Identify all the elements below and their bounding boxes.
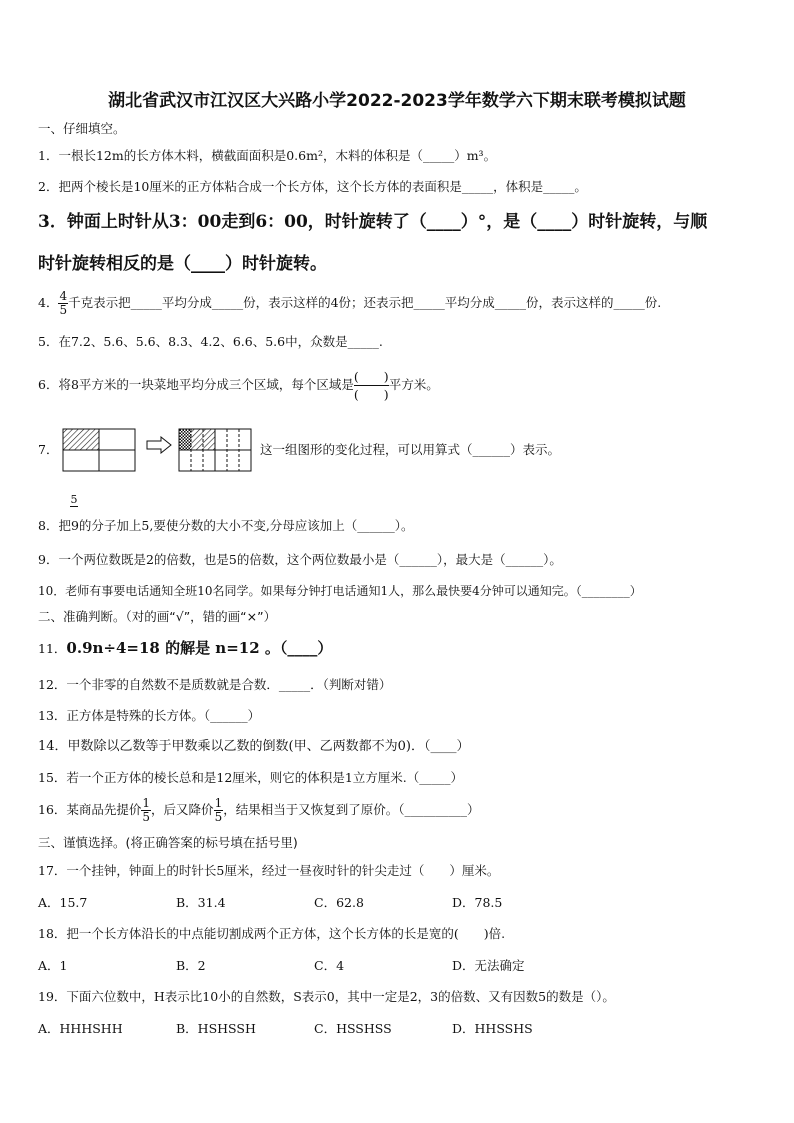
q19-option-c: C．HSSHSS (314, 1021, 392, 1036)
question-3-line-2: 时针旋转相反的是（____）时针旋转。 (38, 254, 327, 274)
fraction-1-5-a: $\frac{1}{5}$ (142, 796, 151, 824)
question-6-suffix: 平方米。 (388, 377, 439, 392)
question-13: 13．正方体是特殊的长方体。（______） (38, 708, 261, 723)
question-11 (38, 639, 332, 658)
q18-option-c: C．4 (314, 958, 345, 973)
fraction-blank: ( ) ( ) (353, 369, 389, 402)
question-6-text: 6．将8平方米的一块菜地平均分成三个区域，每个区域是 (38, 377, 354, 392)
question-17: 17．一个挂钟，钟面上的时针长5厘米，经过一昼夜时针的针尖走过（ ）厘米。 (38, 863, 500, 878)
question-15: 15．若一个正方体的棱长总和是12厘米，则它的体积是1立方厘米.（_____） (38, 770, 463, 785)
question-14: 14．甲数除以乙数等于甲数乘以乙数的倒数(甲、乙两数都不为0)．（____） (38, 739, 470, 754)
q18-option-b: B．2 (176, 958, 206, 973)
q17-option-c: C．62.8 (314, 895, 364, 910)
question-16-middle: ，后又降价 (151, 802, 214, 817)
question-16-prefix: 16．某商品先提价 (38, 802, 142, 817)
question-1: 1．一根长12m的长方体木料，横截面面积是0.6m²，木料的体积是（_____）m³。 (38, 148, 497, 163)
q19-option-a: A．HHHSHH (38, 1021, 123, 1036)
question-8: 8．把9的分子加上5,要使分数的大小不变,分母应该加上（______）。 (38, 518, 414, 533)
fraction-4-5: $\frac{4}{5}$ (59, 289, 68, 317)
question-7-number: 7． (38, 442, 59, 457)
question-5: 5．在7.2、5.6、5.6、8.3、4.2、6.6、5.6中，众数是_____. (38, 334, 383, 349)
question-16 (38, 797, 479, 824)
section-1-heading: 一、仔细填空。 (38, 121, 126, 136)
question-11-number: 11． (38, 641, 67, 656)
section-2-heading: 二、准确判断。（对的画“√”，错的画“×”） (38, 609, 277, 624)
question-19: 19．下面六位数中，H表示比10小的自然数，S表示0，其中一定是2，3的倍数、又有因数5的数是（）。 (38, 989, 615, 1004)
question-4-text: 千克表示把_____平均分成_____份，表示这样的4份；还表示把_____平均分成_____份，表示这样的_____份. (68, 295, 662, 310)
q18-option-a: A．1 (38, 958, 68, 973)
fraction-1-5-b: $\frac{1}{5}$ (214, 796, 223, 824)
q19-option-d: D．HHSSHS (452, 1021, 533, 1036)
question-6 (38, 368, 439, 403)
question-7-text: 这一组图形的变化过程，可以用算式（______）表示。 (260, 442, 561, 457)
q19-option-b: B．HSHSSH (176, 1021, 256, 1036)
figure-rectangle-before (62, 428, 136, 475)
question-4 (38, 290, 661, 317)
question-16-suffix: ，结果相当于又恢复到了原价。（__________） (223, 802, 480, 817)
question-8-fraction: 5 (70, 493, 78, 506)
figure-rectangle-after (178, 428, 252, 475)
q17-option-a: A．15.7 (38, 895, 88, 910)
question-18: 18．把一个长方体沿长的中点能切割成两个正方体，这个长方体的长是宽的( )倍. (38, 926, 506, 941)
question-3-line-1: 3．钟面上时针从3：00走到6：00，时针旋转了（____）°，是（____）时针旋转，与顺 (38, 212, 708, 232)
question-4-number: 4． (38, 295, 59, 310)
arrow-icon (146, 436, 172, 457)
page-title: 湖北省武汉市江汉区大兴路小学2022-2023学年数学六下期末联考模拟试题 (108, 91, 686, 111)
question-11-text: 0.9n÷4=18 的解是 n=12 。（____） (66, 639, 333, 657)
question-2: 2．把两个棱长是10厘米的正方体粘合成一个长方体，这个长方体的表面积是_____，体积是_____。 (38, 179, 587, 194)
section-3-heading: 三、谨慎选择。(将正确答案的标号填在括号里) (38, 835, 298, 850)
q18-option-d: D．无法确定 (452, 958, 525, 973)
question-10: 10．老师有事要电话通知全班10名同学。如果每分钟打电话通知1人，那么最快要4分钟可以通知完。（________） (38, 584, 642, 598)
q17-option-d: D．78.5 (452, 895, 503, 910)
q17-option-b: B．31.4 (176, 895, 226, 910)
question-9: 9．一个两位数既是2的倍数，也是5的倍数，这个两位数最小是（______），最大是（______）。 (38, 552, 562, 567)
question-12: 12．一个非零的自然数不是质数就是合数．_____．（判断对错） (38, 677, 392, 692)
